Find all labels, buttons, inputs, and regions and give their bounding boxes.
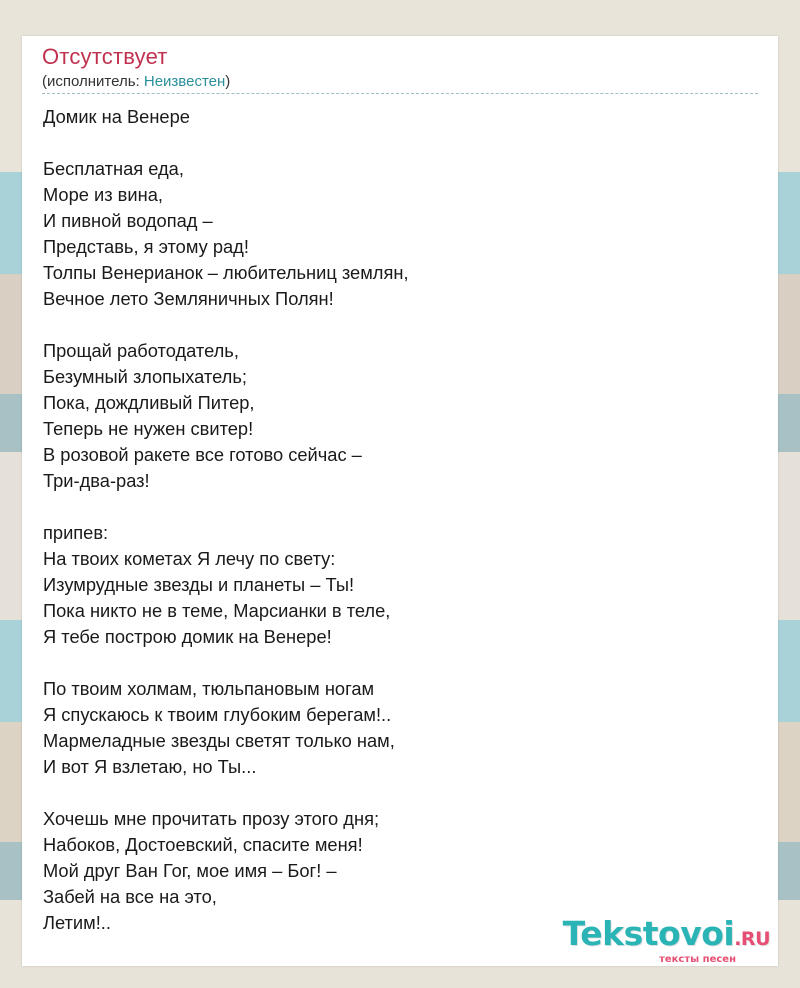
lyrics-card: [22, 36, 778, 966]
lyrics-line: Изумрудные звезды и планеты – Ты!: [43, 574, 355, 595]
lyrics-line: Теперь не нужен свитер!: [43, 418, 254, 439]
lyrics-blank-line: [43, 312, 753, 338]
lyrics-line: Набоков, Достоевский, спасите меня!: [43, 834, 363, 855]
lyrics-line: По твоим холмам, тюльпановым ногам: [43, 678, 375, 699]
lyrics-line: Забей на все на это,: [43, 886, 217, 907]
lyrics-line: Мой друг Ван Гог, мое имя – Бог! –: [43, 860, 337, 881]
lyrics-line: Три-два-раз!: [43, 470, 150, 491]
song-title: Отсутствует: [42, 44, 168, 69]
site-logo[interactable]: [562, 914, 770, 966]
lyrics-line: Я тебе построю домик на Венере!: [43, 626, 332, 647]
lyrics-line: припев:: [43, 522, 109, 543]
lyrics-blank-line: [43, 494, 753, 520]
lyrics-line: И вот Я взлетаю, но Ты...: [43, 756, 257, 777]
divider: [42, 93, 758, 94]
lyrics-line: В розовой ракете все готово сейчас –: [43, 444, 362, 465]
artist-suffix: ): [225, 73, 231, 90]
logo-tld: .RU: [734, 928, 770, 950]
lyrics-blank-line: [43, 780, 753, 806]
lyrics-line: Летим!..: [43, 912, 111, 933]
lyrics-line: Бесплатная еда,: [43, 158, 184, 179]
lyrics-line: Мармеладные звезды светят только нам,: [43, 730, 395, 751]
lyrics-line: Прощай работодатель,: [43, 340, 239, 361]
artist-link[interactable]: Неизвестен: [143, 73, 226, 90]
lyrics-line: Пока, дождливый Питер,: [43, 392, 255, 413]
lyrics-line: Представь, я этому рад!: [43, 236, 249, 257]
lyrics-line: И пивной водопад –: [43, 210, 213, 231]
lyrics-line: Вечное лето Земляничных Полян!: [43, 288, 334, 309]
logo-tagline: тексты песен: [659, 954, 736, 965]
artist-line: [42, 73, 230, 90]
logo-wordmark: [562, 914, 770, 956]
lyrics-line: Безумный злопыхатель;: [43, 366, 247, 387]
lyrics-line: Море из вина,: [43, 184, 163, 205]
lyrics-text: [43, 104, 753, 936]
artist-prefix: (исполнитель:: [42, 73, 144, 90]
lyrics-line: Толпы Венерианок – любительниц землян,: [43, 262, 409, 283]
lyrics-blank-line: [43, 650, 753, 676]
lyrics-line: Домик на Венере: [43, 106, 190, 127]
lyrics-line: Я спускаюсь к твоим глубоким берегам!..: [43, 704, 392, 725]
lyrics-line: На твоих кометах Я лечу по свету:: [43, 548, 336, 569]
logo-name: Tekstovoi: [562, 914, 735, 953]
lyrics-line: Хочешь мне прочитать прозу этого дня;: [43, 808, 380, 829]
lyrics-blank-line: [43, 130, 753, 156]
lyrics-line: Пока никто не в теме, Марсианки в теле,: [43, 600, 391, 621]
